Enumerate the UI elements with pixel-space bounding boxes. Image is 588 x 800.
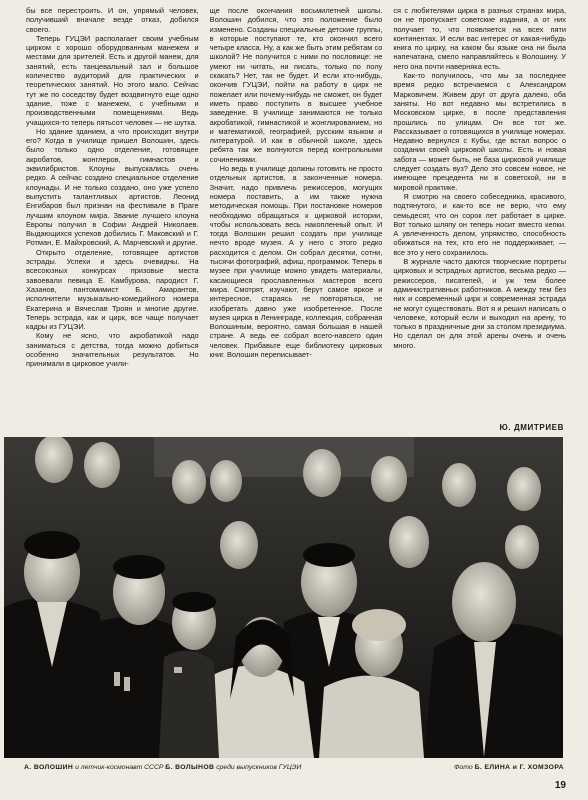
- paragraph: ще после окончания восьмилетней школы. Волошин добился, что это положение было изменено. Созданы специальные детские группы, в которые поступают те, кто окончил всего четыре класса. Ну, а как же быть этим ребятам со школой? Не получится с ними по пословице: не умеют ни читать, ни писать, только по полу скакать? Нет, так не будет. И если кто-нибудь, окончив ГУЦЭИ, пойти на работу в цирк не пожелает или почему-нибудь не сможет, он будет иметь право поступить в высшее учебное заведение. В училище занимаются не только акробатикой, гимнастикой и жонглированием, но и математикой, географией, русским языком и литературой. И как в обычной школе, здесь ребята так же волнуются перед контрольными сочинениями.: [209, 6, 383, 164]
- caption-text: среди выпускников ГУЦЭИ: [216, 764, 302, 771]
- text-column-3: [393, 6, 566, 418]
- caption-name-2: Б. ВОЛЫНОВ: [165, 764, 215, 771]
- photo-caption: [24, 764, 301, 771]
- paragraph: Но здание зданием, а что происходит внутри его? Когда в училище пришел Волошин, здесь было только одно отделение, готовящее акробатов, жонглеров, гимнастов и эквилибристов. Клоуны выпускались очень редко. А сейчас создано специальное отделение клоунады. И не только создано, оно уже успело выпустить талантливых артистов. Леонид Енгибаров был признан на фестивале в Праге лучшим клоуном мира. Звание лучшего клоуна Европы получил в Софии Андрей Николаев. Выдающихся успехов добились Г. Маковский и Г. Ротман, Е. Майхровский, А. Марчевский и другие.: [26, 126, 199, 248]
- group-photo-illustration: [4, 437, 563, 758]
- text-column-1: [26, 6, 199, 418]
- paragraph: ся с любителями цирка в разных странах мира, он не пропускает советские издания, а от них получает то, что появляется на всех пяти континентах. И если вас интерес от какая-нибудь книга по цирку, на каком бы языке она ни была напечатана, смело направляйтесь к Волошину. У него она почти наверняка есть.: [393, 6, 567, 71]
- caption-name-1: А. ВОЛОШИН: [24, 764, 74, 771]
- group-photo: [4, 437, 563, 758]
- credit-prefix: Фото: [454, 764, 473, 771]
- paragraph: Как-то получилось, что мы за последнее время редко встречаемся с Александром Марковичем. Живем друг от друга далеко, оба заняты. Но вот недавно мы встретились в Московском цирке, в после представления прошлись по улицам. Он все тот же. Рассказывает о готовящихся в училище номерах. Недавно вернулся с Кубы, где встал вопрос о создании своей цирковой школы. Есть и новая забота — может быть, не база цирковой училище следует создать вуз? Дело это совсем новое, не имеющее прецедента ни в советской, ни в мировой практике.: [393, 71, 567, 192]
- paragraph: Кому не ясно, что акробатикой надо заниматься с детства, тогда можно добиться особенно значительных результатов. Но принимали в цирковое учили-: [26, 331, 199, 369]
- paragraph: Открыто отделение, готовящее артистов эстрады. Успехи и здесь очевидны. На всесоюзных конкурсах призовые места завоевали певица Е. Камбурова, пародист Г. Хазанов, пантомимист Б. Амарантов, исполнители музыкально-комедийного номера Екатерина и Вячеслав Троян и многие другие. Теперь эстрада, как и цирк, все чаще получает кадры из ГУЦЭИ.: [26, 247, 199, 332]
- paragraph: бы все перестроить. И он, упрямый человек, получивший вначале везде отказ, добился своего.: [26, 6, 199, 34]
- article-body: [26, 6, 566, 418]
- paragraph: Теперь ГУЦЭИ располагает своим учебным цирком с хорошо оборудованным манежем и местами для зрителей. Есть и другой манеж, для занятий, есть танцевальный зал и большое количество аудиторий для практических и теоретических занятий. Но этого мало. Сейчас тут же по соседству будет воздвигнуто еще одно здание, тоже с манежем, с учебными и производственными помещениями. Ведь учащихся-то теперь пятьсот человек — не шутка.: [26, 33, 199, 127]
- photo-credit: [454, 764, 564, 771]
- caption-text: и летчик-космонавт СССР: [75, 764, 164, 771]
- credit-names: Б. ЕЛИНА и Г. ХОМЗОРА: [474, 764, 564, 771]
- page-number: 19: [554, 780, 566, 791]
- paragraph: В журнале часто даются творческие портреты цирковых и эстрадных артистов, весьма редко — режиссеров, писателей, и уж тем более административных работников. А между тем без них и современный цирк и современная эстрада не могут существовать. Вот я и решил написать о человеке, который если и выходил на арену, то только в праздничные дни за столом президиума. Но сделал он для этой арены очень и очень много.: [393, 257, 567, 350]
- author-signature: Ю. ДМИТРИЕВ: [499, 423, 564, 432]
- paragraph: Я смотрю на своего собеседника, красивого, подтянутого, и как-то все не верю, что ему семьдесят, что он сорок лет работает в цирке. Вот только шляпу он теперь носит вместо кепки. А увлеченность делом, упрямство, способность обижаться на тех, кто его не поддерживает, — все это у него сохранилось.: [393, 191, 567, 257]
- text-column-2: [210, 6, 383, 418]
- paragraph: Но ведь в училище должны готовить не просто отдельных артистов, а законченные номера. Значит, надо привлечь режиссеров, могущих номера поставить, а им также нужна методическая помощь. При постановке номеров необходимо обращаться к цирковой истории, чтобы использовать весь накопленный опыт. И тогда Волошин решил создать при училище нечто вроде музея. А у него с этого редко расходится с делом. Он собрал десятки, сотни, тысячи фотографий, афиш, программок. Теперь в музее при училище можно увидеть материалы, касающиеся прославленных мастеров всего мира. Смотрят, изучают, берут самое яркое и интересное, стараясь не повторяться, не изобретать давно уже изобретенное. После музея цирка в Ленинграде, коллекция, собранная Волошиным, вероятно, самая большая в нашей стране. А ведь ее собрал всего-навсего один человек. Прибавьте еще библиотеку цирковых книг. Волошин переписывает-: [209, 164, 383, 359]
